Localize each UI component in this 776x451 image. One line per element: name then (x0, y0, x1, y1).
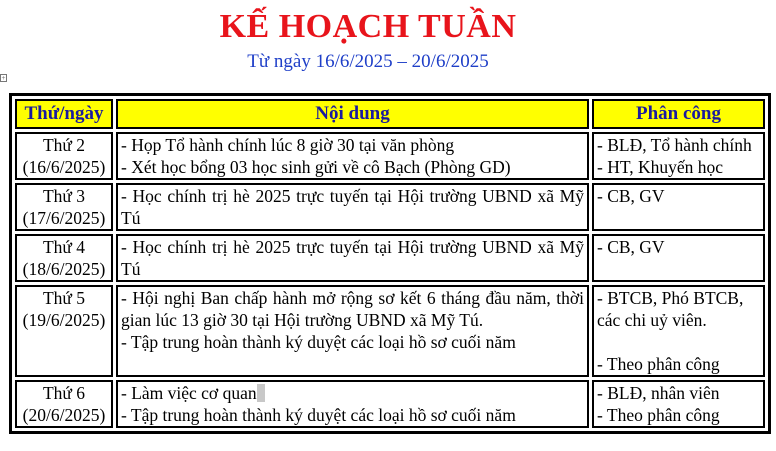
day-label: Thứ 5 (42, 288, 86, 308)
content-line: - Xét học bổng 03 học sinh gửi về cô Bạch (Phòng GD) (121, 157, 511, 177)
table-row (15, 380, 765, 428)
content-cell[interactable] (116, 285, 589, 377)
date-label: (17/6/2025) (22, 208, 106, 228)
day-cell[interactable] (15, 234, 113, 282)
table-header-row (15, 99, 765, 129)
content-cell[interactable] (116, 183, 589, 231)
day-label: Thứ 6 (42, 383, 86, 403)
content-line: - Tập trung hoàn thành ký duyệt các loại hồ sơ cuối năm (121, 405, 516, 425)
content-line: - Họp Tổ hành chính lúc 8 giờ 30 tại văn phòng (121, 135, 455, 155)
day-label: Thứ 4 (42, 237, 86, 257)
content-cell[interactable] (116, 380, 589, 428)
content-line: - Học chính trị hè 2025 trực tuyến tại Hội trường UBND xã Mỹ Tú (121, 237, 584, 279)
assignment-cell[interactable] (592, 132, 765, 180)
assignment-cell[interactable] (592, 285, 765, 377)
column-header-day: Thứ/ngày (15, 99, 113, 129)
text-cursor (257, 384, 265, 402)
day-label: Thứ 2 (42, 135, 86, 155)
date-label: (19/6/2025) (22, 310, 106, 330)
content-line: - Tập trung hoàn thành ký duyệt các loại hồ sơ cuối năm (121, 332, 516, 352)
date-range-subtitle: Từ ngày 16/6/2025 – 20/6/2025 (247, 51, 489, 72)
table-anchor-handle[interactable]: + (1, 74, 6, 82)
day-label: Thứ 3 (42, 186, 86, 206)
day-cell[interactable] (15, 183, 113, 231)
assignment-line: - Theo phân công (597, 354, 720, 374)
date-label: (20/6/2025) (22, 405, 106, 425)
assignment-line: - CB, GV (597, 237, 665, 257)
table-row (15, 285, 765, 377)
table-row (15, 132, 765, 180)
assignment-cell[interactable] (592, 380, 765, 428)
content-line-with-cursor (121, 382, 584, 404)
assignment-cell[interactable] (592, 183, 765, 231)
assignment-line: - HT, Khuyến học (597, 157, 724, 177)
content-cell[interactable] (116, 132, 589, 180)
content-cell[interactable] (116, 234, 589, 282)
column-header-content: Nội dung (116, 99, 589, 129)
assignment-line: - CB, GV (597, 186, 665, 206)
day-cell[interactable] (15, 380, 113, 428)
content-line: - Làm việc cơ quan (121, 383, 257, 403)
assignment-line: - BTCB, Phó BTCB, các chi uỷ viên. (597, 288, 744, 330)
blank-line (597, 331, 760, 353)
day-cell[interactable] (15, 285, 113, 377)
assignment-line: - BLĐ, Tổ hành chính (597, 135, 752, 155)
table-row (15, 234, 765, 282)
date-label: (16/6/2025) (22, 157, 106, 177)
assignment-cell[interactable] (592, 234, 765, 282)
assignment-line: - Theo phân công (597, 405, 720, 425)
table-row (15, 183, 765, 231)
day-cell[interactable] (15, 132, 113, 180)
page-title: KẾ HOẠCH TUẦN (219, 8, 517, 45)
content-line: - Hội nghị Ban chấp hành mở rộng sơ kết 6 tháng đầu năm, thời gian lúc 13 giờ 30 tại Hội trường UBND xã Mỹ Tú. (121, 288, 584, 330)
weekly-plan-table (9, 93, 771, 434)
content-line: - Học chính trị hè 2025 trực tuyến tại Hội trường UBND xã Mỹ Tú (121, 186, 584, 228)
date-label: (18/6/2025) (22, 259, 106, 279)
column-header-assignment: Phân công (592, 99, 765, 129)
assignment-line: - BLĐ, nhân viên (597, 383, 720, 403)
